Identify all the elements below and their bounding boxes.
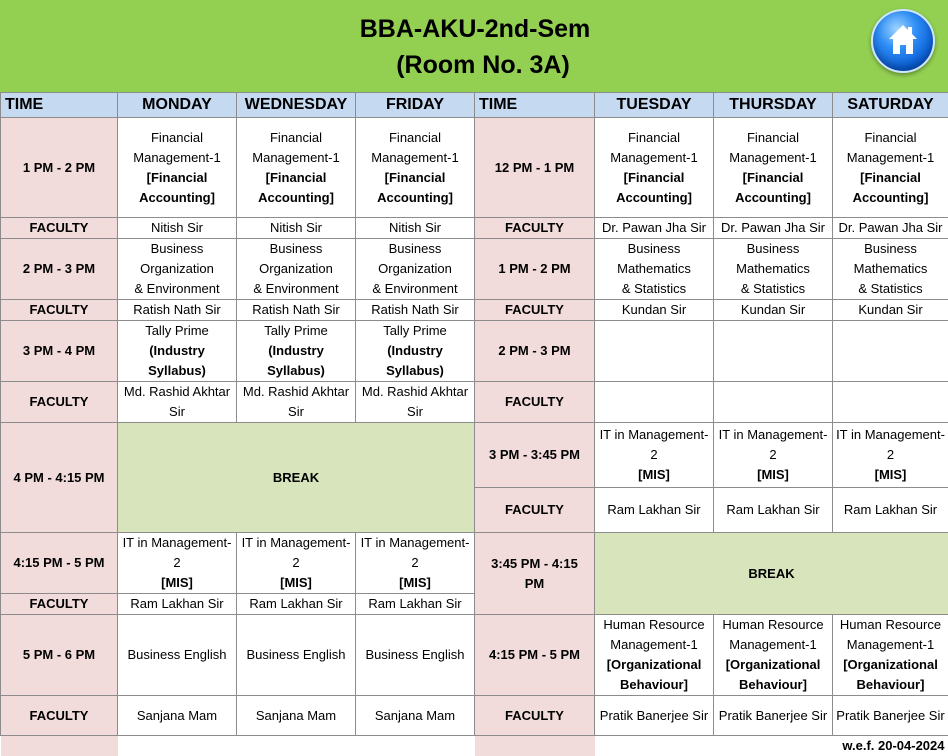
table-row: [1, 239, 948, 300]
header-monday: MONDAY: [118, 93, 237, 118]
faculty-label: FACULTY: [1, 300, 118, 321]
header-row: [1, 93, 948, 118]
faculty-cell: Pratik Banerjee Sir: [714, 696, 833, 736]
timetable: [0, 92, 948, 756]
class-cell: Financial Management-1 [Financial Accounting]: [118, 118, 237, 218]
class-cell: Tally Prime (Industry Syllabus): [118, 321, 237, 382]
faculty-cell: Nitish Sir: [118, 218, 237, 239]
class-cell: Tally Prime (Industry Syllabus): [356, 321, 475, 382]
page-title: BBA-AKU-2nd-Sem: [0, 14, 948, 44]
class-cell: Financial Management-1 [Financial Accounting]: [714, 118, 833, 218]
header-saturday: SATURDAY: [833, 93, 948, 118]
header-wednesday: WEDNESDAY: [237, 93, 356, 118]
header-time-left: TIME: [1, 93, 118, 118]
table-row: [1, 615, 948, 696]
faculty-label: FACULTY: [1, 696, 118, 736]
class-cell: Business English: [237, 615, 356, 696]
title-banner: [0, 0, 948, 92]
class-cell: IT in Management- 2 [MIS]: [356, 533, 475, 594]
class-cell: Business Mathematics & Statistics: [595, 239, 714, 300]
class-cell: Human Resource Management-1 [Organizational Behaviour]: [833, 615, 948, 696]
class-cell: IT in Management- 2 [MIS]: [595, 423, 714, 488]
empty-cell: [833, 321, 948, 382]
class-cell: Business Mathematics & Statistics: [714, 239, 833, 300]
table-row: [1, 696, 948, 736]
class-cell: Business English: [356, 615, 475, 696]
faculty-cell: Ram Lakhan Sir: [595, 488, 714, 533]
class-cell: Financial Management-1 [Financial Accounting]: [356, 118, 475, 218]
time-slot: 2 PM - 3 PM: [1, 239, 118, 300]
table-row: [1, 300, 948, 321]
faculty-cell: Sanjana Mam: [356, 696, 475, 736]
faculty-cell: Sanjana Mam: [118, 696, 237, 736]
footer-pad: [118, 736, 475, 756]
time-slot: 1 PM - 2 PM: [1, 118, 118, 218]
faculty-cell: Sanjana Mam: [237, 696, 356, 736]
faculty-cell: Md. Rashid Akhtar Sir: [118, 382, 237, 423]
faculty-label: FACULTY: [1, 594, 118, 615]
time-slot: 4:15 PM - 5 PM: [1, 533, 118, 594]
class-cell: IT in Management- 2 [MIS]: [118, 533, 237, 594]
faculty-cell: Nitish Sir: [237, 218, 356, 239]
class-cell: Business English: [118, 615, 237, 696]
table-row: [1, 423, 948, 488]
faculty-cell: Pratik Banerjee Sir: [833, 696, 948, 736]
home-icon: [887, 23, 919, 57]
footer-row: [1, 736, 948, 756]
faculty-label: FACULTY: [475, 300, 595, 321]
faculty-label: FACULTY: [1, 218, 118, 239]
class-cell: Financial Management-1 [Financial Accounting]: [595, 118, 714, 218]
time-slot: 5 PM - 6 PM: [1, 615, 118, 696]
faculty-cell: Ratish Nath Sir: [118, 300, 237, 321]
footer-pad: [475, 736, 595, 756]
faculty-cell: Md. Rashid Akhtar Sir: [237, 382, 356, 423]
class-cell: IT in Management- 2 [MIS]: [833, 423, 948, 488]
footer-pad: [1, 736, 118, 756]
faculty-cell: Ram Lakhan Sir: [118, 594, 237, 615]
time-slot: 2 PM - 3 PM: [475, 321, 595, 382]
time-slot: 3 PM - 3:45 PM: [475, 423, 595, 488]
header-tuesday: TUESDAY: [595, 93, 714, 118]
break-cell: BREAK: [118, 423, 475, 533]
class-cell: Human Resource Management-1 [Organizational Behaviour]: [595, 615, 714, 696]
header-friday: FRIDAY: [356, 93, 475, 118]
time-slot: 1 PM - 2 PM: [475, 239, 595, 300]
time-slot: 3 PM - 4 PM: [1, 321, 118, 382]
class-cell: Tally Prime (Industry Syllabus): [237, 321, 356, 382]
faculty-cell: Ram Lakhan Sir: [714, 488, 833, 533]
faculty-cell: Md. Rashid Akhtar Sir: [356, 382, 475, 423]
faculty-cell: Dr. Pawan Jha Sir: [714, 218, 833, 239]
time-slot: 4:15 PM - 5 PM: [475, 615, 595, 696]
faculty-label: FACULTY: [475, 488, 595, 533]
table-row: [1, 321, 948, 382]
class-cell: Financial Management-1 [Financial Accounting]: [237, 118, 356, 218]
page-subtitle: (Room No. 3A): [0, 50, 948, 80]
empty-cell: [595, 321, 714, 382]
time-slot: 3:45 PM - 4:15 PM: [475, 533, 595, 615]
class-cell: IT in Management- 2 [MIS]: [237, 533, 356, 594]
faculty-cell: Ram Lakhan Sir: [237, 594, 356, 615]
table-row: [1, 533, 948, 594]
class-cell: Business Organization & Environment: [237, 239, 356, 300]
table-row: [1, 118, 948, 218]
faculty-cell: Ram Lakhan Sir: [356, 594, 475, 615]
faculty-cell: Ram Lakhan Sir: [833, 488, 948, 533]
class-cell: Business Mathematics & Statistics: [833, 239, 948, 300]
effective-date: w.e.f. 20-04-2024: [833, 736, 948, 756]
class-cell: Business Organization & Environment: [356, 239, 475, 300]
faculty-cell: Nitish Sir: [356, 218, 475, 239]
header-time-right: TIME: [475, 93, 595, 118]
empty-cell: [833, 382, 948, 423]
table-row: [1, 218, 948, 239]
header-thursday: THURSDAY: [714, 93, 833, 118]
faculty-cell: Kundan Sir: [833, 300, 948, 321]
break-cell: BREAK: [595, 533, 948, 615]
time-slot: 12 PM - 1 PM: [475, 118, 595, 218]
faculty-label: FACULTY: [475, 218, 595, 239]
table-row: [1, 382, 948, 423]
faculty-cell: Ratish Nath Sir: [356, 300, 475, 321]
faculty-label: FACULTY: [1, 382, 118, 423]
faculty-cell: Dr. Pawan Jha Sir: [595, 218, 714, 239]
time-slot: 4 PM - 4:15 PM: [1, 423, 118, 533]
class-cell: Human Resource Management-1 [Organizational Behaviour]: [714, 615, 833, 696]
faculty-cell: Dr. Pawan Jha Sir: [833, 218, 948, 239]
empty-cell: [714, 321, 833, 382]
class-cell: IT in Management- 2 [MIS]: [714, 423, 833, 488]
home-button[interactable]: [871, 9, 935, 73]
empty-cell: [714, 382, 833, 423]
faculty-cell: Pratik Banerjee Sir: [595, 696, 714, 736]
faculty-label: FACULTY: [475, 696, 595, 736]
faculty-cell: Ratish Nath Sir: [237, 300, 356, 321]
faculty-cell: Kundan Sir: [714, 300, 833, 321]
faculty-label: FACULTY: [475, 382, 595, 423]
faculty-cell: Kundan Sir: [595, 300, 714, 321]
footer-pad: [595, 736, 833, 756]
class-cell: Business Organization & Environment: [118, 239, 237, 300]
class-cell: Financial Management-1 [Financial Accounting]: [833, 118, 948, 218]
empty-cell: [595, 382, 714, 423]
